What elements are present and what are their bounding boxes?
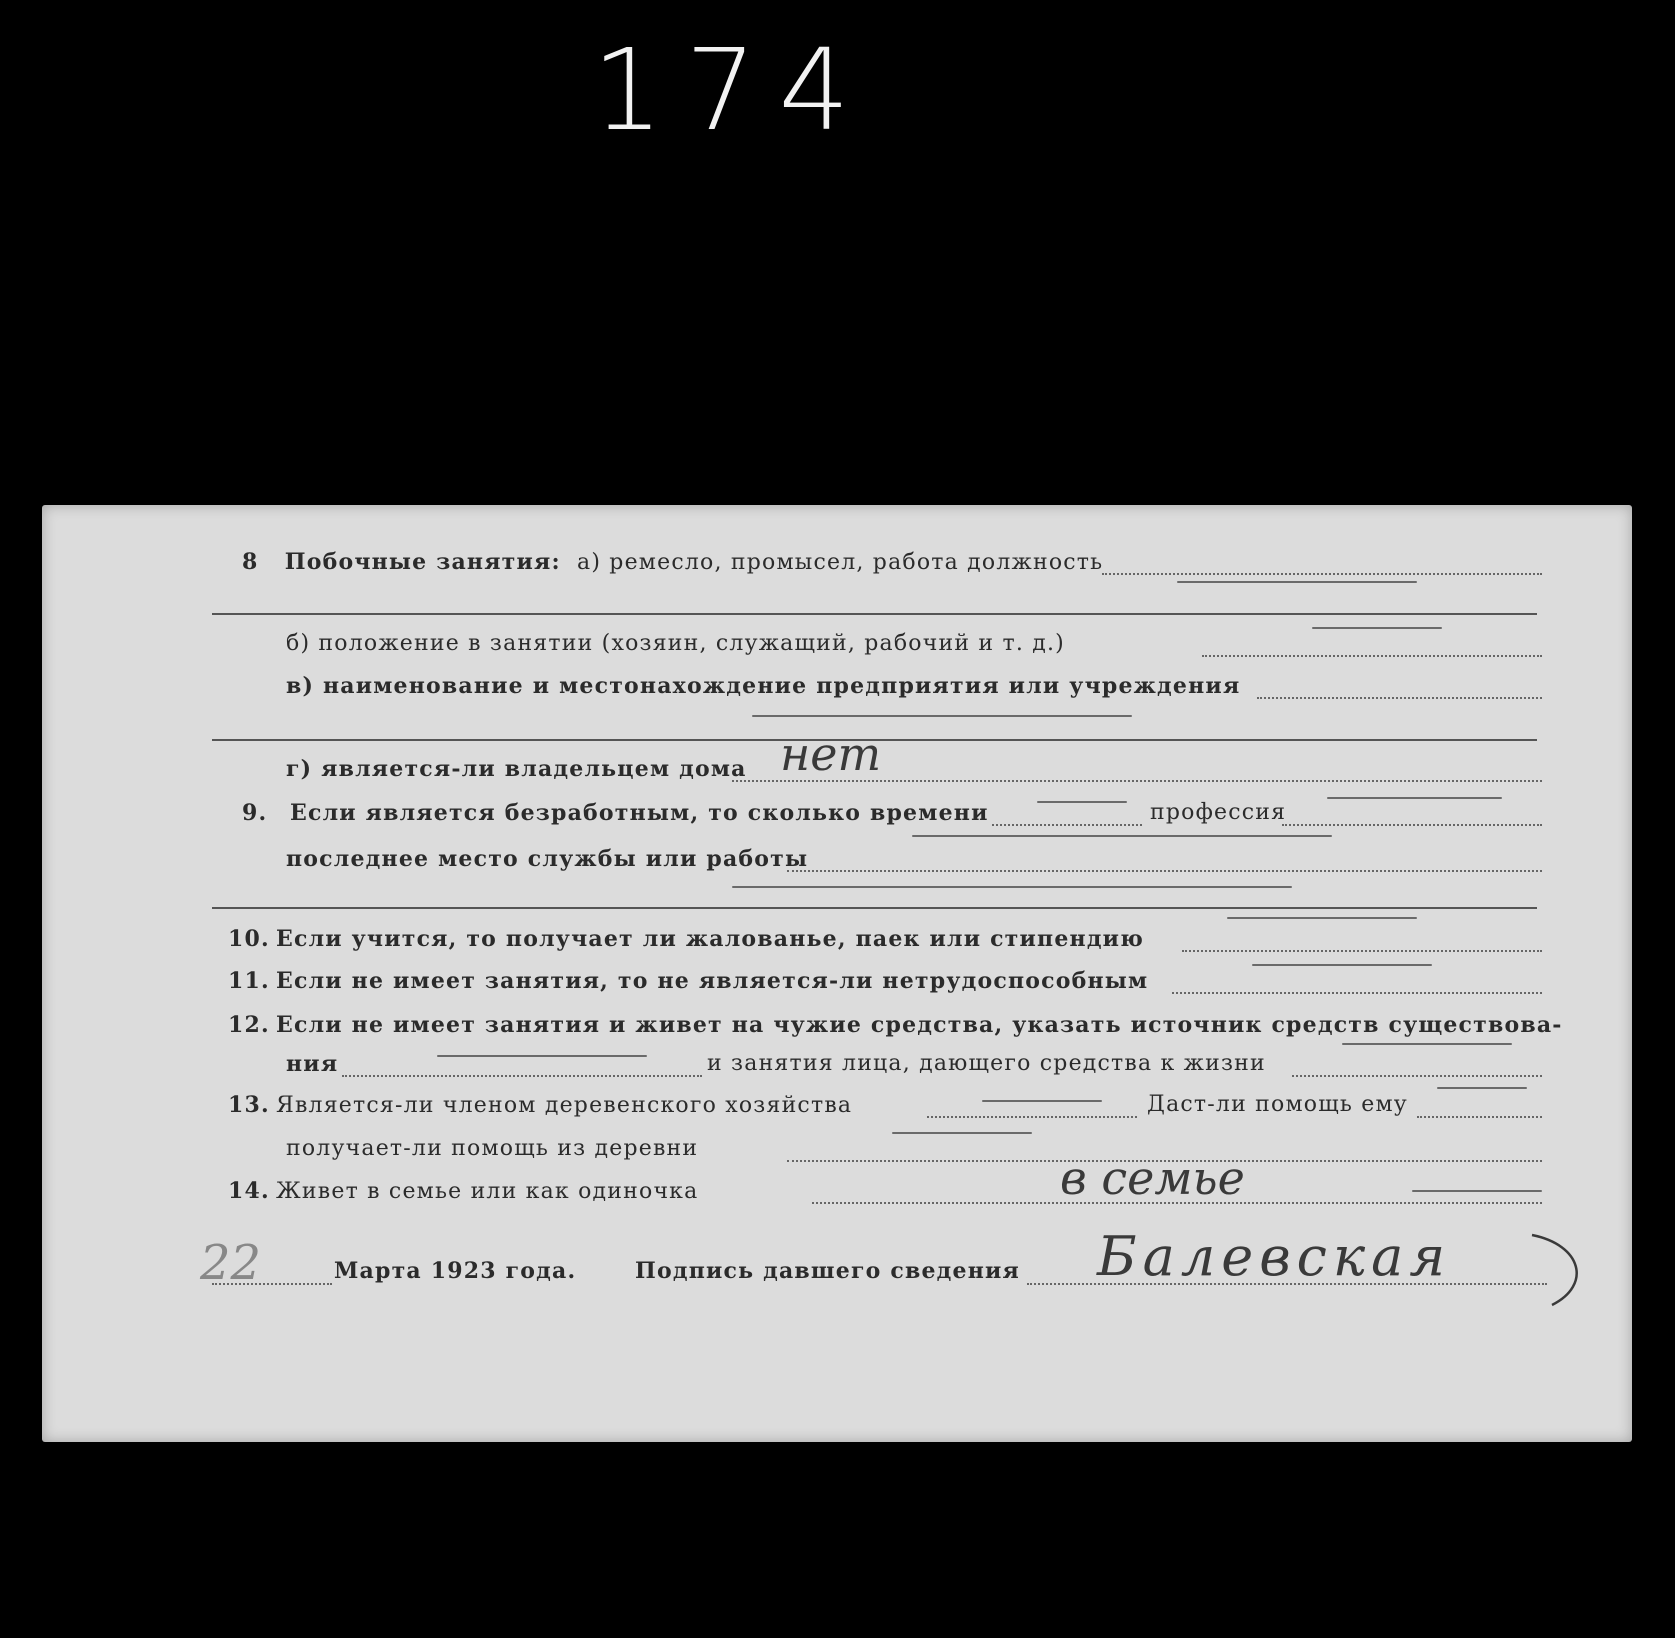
q9-time-dash: [1037, 801, 1127, 803]
q10-number: 10.: [228, 926, 270, 952]
q10-dotted-line: [1182, 950, 1542, 952]
q8-line-b: б) положение в занятии (хозяин, служащий, рабочий и т. д.): [286, 631, 1065, 656]
q10-dash: [1227, 917, 1417, 919]
handwritten-signature: Балевская: [1097, 1225, 1452, 1288]
q13-help-receive-label: получает-ли помощь из деревни: [286, 1136, 699, 1161]
q13-number: 13.: [228, 1092, 270, 1118]
q13-member-dash: [982, 1100, 1102, 1102]
q9-profession-dash: [1327, 797, 1502, 799]
q12-source-dotted-line: [342, 1075, 702, 1077]
q8-b-dash: [1312, 627, 1442, 629]
q12-person-dotted-line: [1292, 1075, 1542, 1077]
q8-v-dotted-line: [1257, 697, 1542, 699]
q14-number: 14.: [228, 1178, 270, 1204]
q13-member-dotted-line: [927, 1116, 1137, 1118]
q9-time-dotted-line: [992, 824, 1142, 826]
q9-last-place-dash: [912, 835, 1332, 837]
q11-dotted-line: [1172, 992, 1542, 994]
q9-last-place-dash-2: [732, 886, 1292, 888]
q9-label: Если является безработным, то сколько времени: [290, 800, 989, 826]
q9-number: 9.: [242, 800, 268, 826]
q14-label: Живет в семье или как одиночка: [276, 1179, 699, 1204]
q8-title: Побочные занятия:: [284, 549, 561, 575]
q12-cont-a: ния: [286, 1051, 339, 1077]
q11-dash: [1252, 964, 1432, 966]
q10-label: Если учится, то получает ли жалованье, паек или стипендию: [276, 926, 1144, 952]
q12-person-dash: [1342, 1043, 1512, 1045]
q9-last-place-dotted-line: [787, 870, 1542, 872]
q8-a-dash: [1177, 581, 1417, 583]
q8-number: 8: [242, 549, 259, 575]
q8-line-g: г) является-ли владельцем дома: [286, 756, 747, 782]
q12-cont-b: и занятия лица, дающего средства к жизни: [707, 1051, 1266, 1076]
signature-flourish: [1522, 1225, 1602, 1315]
q13-help-give-dash: [1437, 1087, 1527, 1089]
q14-dash: [1412, 1190, 1542, 1192]
q12-label: Если не имеет занятия и живет на чужие средства, указать источник средств существова-: [276, 1012, 1563, 1038]
q12-number: 12.: [228, 1012, 270, 1038]
q8-v-dash: [752, 715, 1132, 717]
q9-profession-label: профессия: [1150, 800, 1287, 825]
q9-profession-dotted-line: [1282, 824, 1542, 826]
handwritten-family: в семье: [1060, 1151, 1245, 1205]
q11-label: Если не имеет занятия, то не является-ли нетрудоспособным: [276, 968, 1149, 994]
handwritten-house-owner: нет: [780, 727, 882, 781]
q14-line: [228, 1177, 698, 1206]
q12-source-dash: [437, 1055, 647, 1057]
q8-b-dotted-line: [1202, 655, 1542, 657]
signature-label: Подпись давшего сведения: [635, 1258, 1020, 1284]
q9-last-place: последнее место службы или работы: [286, 846, 809, 872]
q8-line-v: в) наименование и местонахождение предприятия или учреждения: [286, 673, 1241, 699]
day-dotted-line: [212, 1283, 332, 1285]
q13-line: [228, 1091, 852, 1120]
q11-line: [228, 967, 1148, 996]
q9-line: [242, 799, 989, 828]
q13-help-receive-dash: [892, 1132, 1032, 1134]
q8-a-answer-rule: [212, 613, 1537, 615]
handwritten-day: 22: [200, 1235, 262, 1291]
q13-help-give-dotted-line: [1417, 1116, 1542, 1118]
q10-line: [228, 925, 1144, 954]
q11-number: 11.: [228, 968, 270, 994]
q9-answer-rule: [212, 907, 1537, 909]
q13-label: Является-ли членом деревенского хозяйства: [276, 1093, 853, 1118]
q8-a-label: а) ремесло, промысел, работа должность: [577, 550, 1104, 575]
q8-line-a: [242, 548, 1103, 577]
q8-a-dotted-line: [1102, 573, 1542, 575]
census-card: [42, 505, 1632, 1442]
footer-date: Марта 1923 года.: [334, 1258, 577, 1284]
q13-help-give-label: Даст-ли помощь ему: [1147, 1092, 1408, 1117]
frame-number: 174: [592, 26, 872, 156]
q12-line: [228, 1011, 1563, 1040]
